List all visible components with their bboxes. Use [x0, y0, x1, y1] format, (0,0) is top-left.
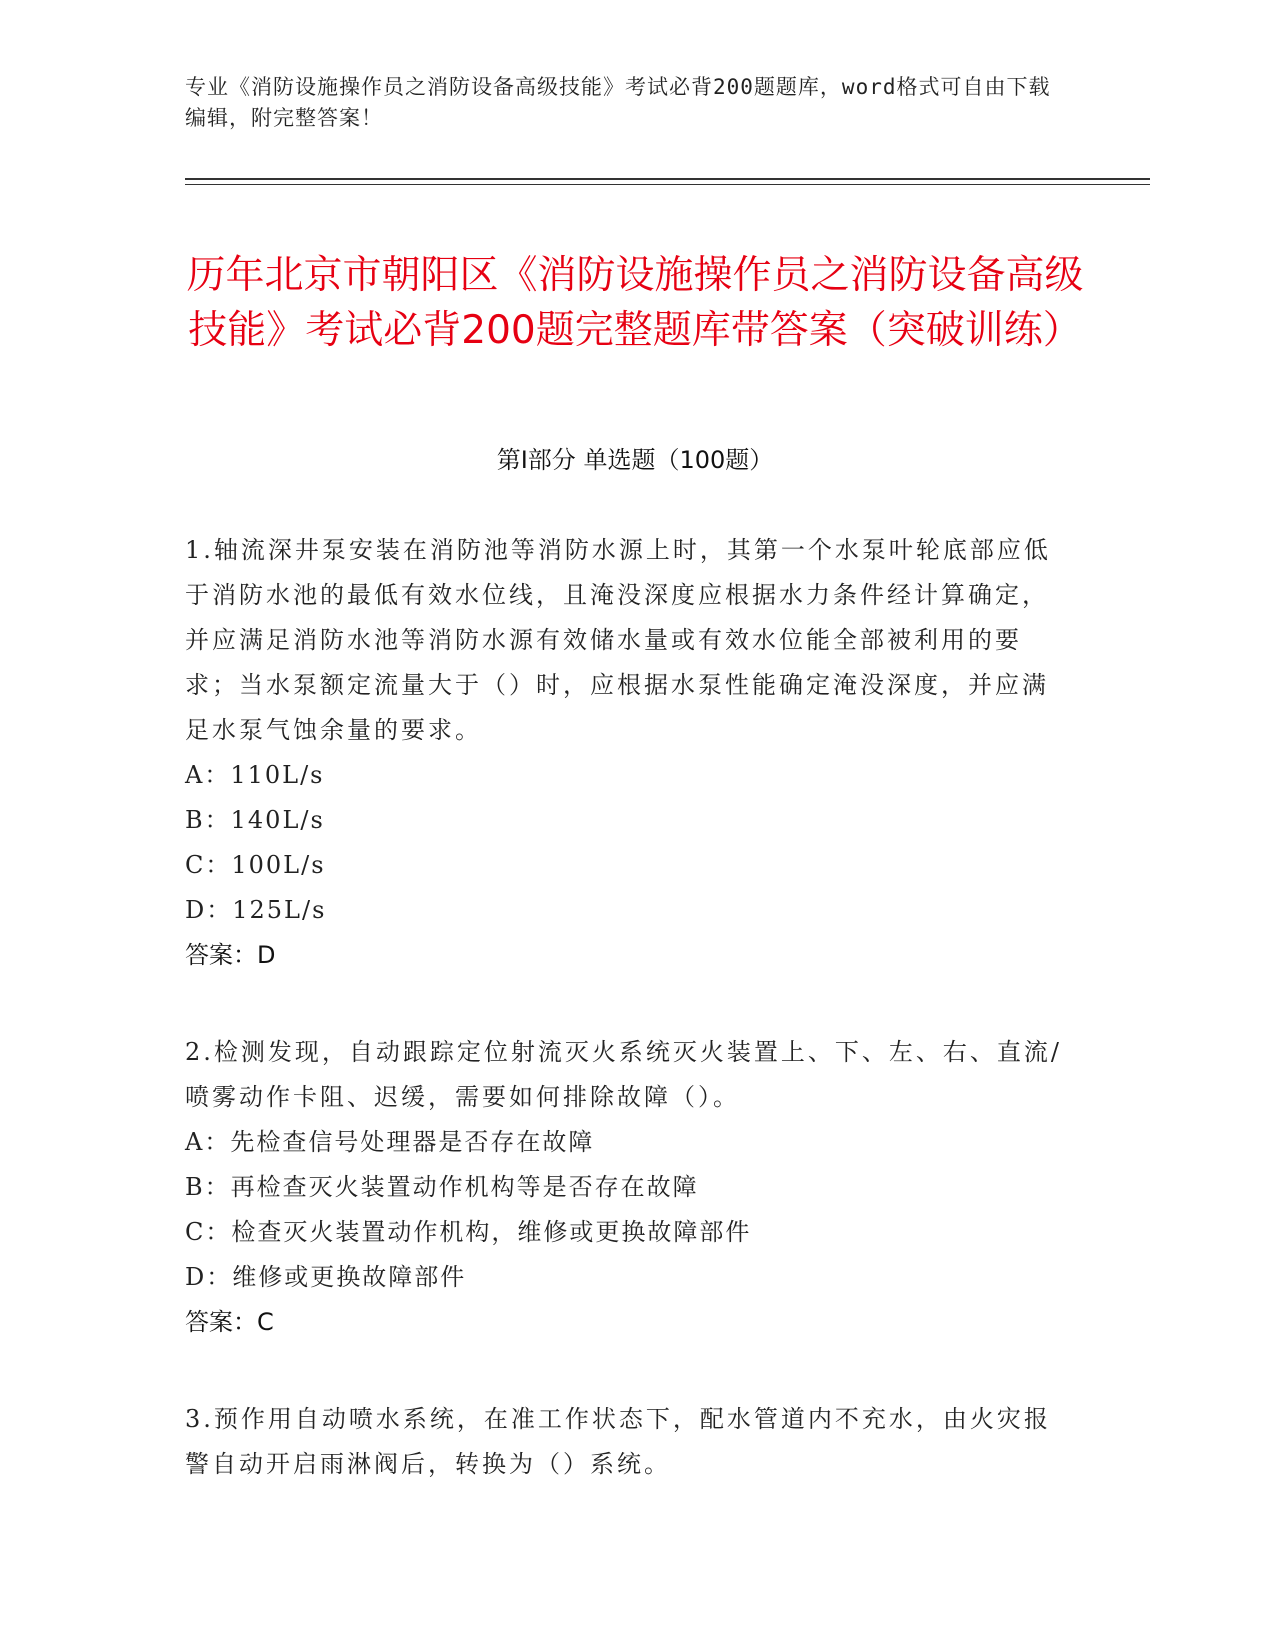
header-divider-thin [185, 184, 1150, 185]
header-note: 专业《消防设施操作员之消防设备高级技能》考试必背200题题库，word格式可自由下载编辑，附完整答案！ [185, 75, 1051, 130]
question-2 [185, 1030, 1065, 1345]
option-a: A：先检查信号处理器是否存在故障 [185, 1128, 595, 1156]
question-text: 2.检测发现，自动跟踪定位射流灭火系统灭火装置上、下、左、右、直流/喷雾动作卡阻、迟缓，需要如何排除故障（）。 [185, 1038, 1062, 1111]
option-a: A：110L/s [185, 761, 325, 789]
option-c: C：检查灭火装置动作机构，维修或更换故障部件 [185, 1218, 752, 1246]
option-c: C：100L/s [185, 851, 326, 879]
question-1 [185, 528, 1065, 978]
document-title: 历年北京市朝阳区《消防设施操作员之消防设备高级技能》考试必背200题完整题库带答案（突破训练） [186, 253, 1084, 354]
question-text: 3.预作用自动喷水系统，在准工作状态下，配水管道内不充水，由火灾报警自动开启雨淋阀后，转换为（）系统。 [185, 1405, 1051, 1478]
question-3 [185, 1397, 1065, 1487]
option-b: B：再检查灭火装置动作机构等是否存在故障 [185, 1173, 699, 1201]
option-d: D：125L/s [185, 896, 327, 924]
question-list [185, 528, 1065, 1539]
answer: 答案：C [185, 1308, 274, 1336]
option-d: D：维修或更换故障部件 [185, 1263, 467, 1291]
question-text: 1.轴流深井泵安装在消防池等消防水源上时，其第一个水泵叶轮底部应低于消防水池的最低有效水位线，且淹没深度应根据水力条件经计算确定，并应满足消防水池等消防水源有效储水量或有效水位能全部被利用的要求；当水泵额定流量大于（）时，应根据水泵性能确定淹没深度，并应满足水泵气蚀余量的要求。 [185, 536, 1051, 744]
option-b: B：140L/s [185, 806, 325, 834]
answer: 答案：D [185, 941, 276, 969]
section-heading: 第Ⅰ部分 单选题（100题） [496, 446, 774, 474]
header-divider-thick [185, 178, 1150, 180]
